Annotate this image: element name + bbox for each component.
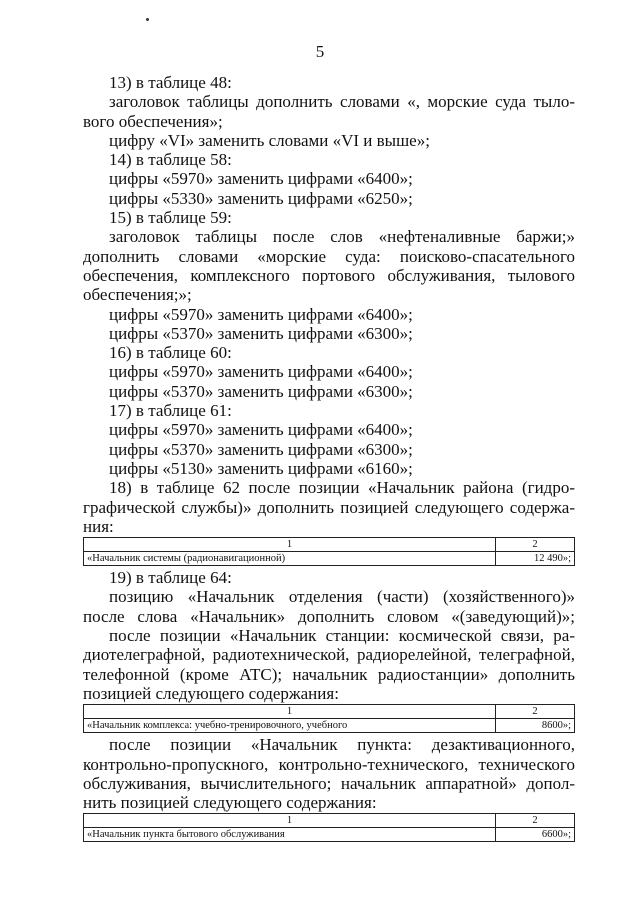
item-19-heading: 19) в таблице 64: (109, 568, 232, 588)
item-14-line-2: цифры «5330» заменить цифрами «6250»; (109, 188, 413, 208)
item-13-text-cont: вого обеспечения»; (83, 111, 223, 131)
table-row (84, 828, 575, 842)
table-header-col-2: 2 (496, 705, 575, 719)
table-header-col-2: 2 (496, 538, 575, 552)
item-15-text-1: заголовок таблицы после слов «нефтеналивные баржи;» (109, 227, 575, 247)
scan-dot (146, 18, 149, 21)
position-value: 8600»; (496, 719, 575, 733)
insert-table-3 (83, 813, 575, 842)
item-17-line-3: цифры «5130» заменить цифрами «6160»; (109, 458, 413, 478)
item-15-text-3: обеспечения, комплексного портового обслуживания, тылового (83, 265, 575, 285)
insert-table-2 (83, 704, 575, 733)
item-19-text-4: диотелеграфной, радиотехнической, радиорелейной, телеграфной, (83, 645, 575, 665)
document-body (83, 73, 575, 844)
position-name: «Начальник системы (радионавигационной) (84, 552, 496, 566)
page-number: 5 (315, 42, 325, 61)
item-18-text-1: 18) в таблице 62 после позиции «Начальник района (гидро- (109, 478, 575, 498)
item-15-line-1: цифры «5970» заменить цифрами «6400»; (109, 304, 413, 324)
item-16-heading: 16) в таблице 60: (109, 343, 232, 363)
item-14-line-1: цифры «5970» заменить цифрами «6400»; (109, 169, 413, 189)
item-18-text-2: графической службы)» дополнить позицией следующего содержа- (83, 497, 575, 517)
item-15-heading: 15) в таблице 59: (109, 208, 232, 228)
item-19-text-6: позицией следующего содержания: (83, 683, 339, 703)
table-header-col-1: 1 (84, 705, 496, 719)
item-19-text-3: после позиции «Начальник станции: космической связи, ра- (109, 626, 575, 646)
table-header-col-1: 1 (84, 814, 496, 828)
item-19-text-10: нить позицией следующего содержания: (83, 793, 377, 813)
item-13-text: заголовок таблицы дополнить словами «, морские суда тыло- (109, 92, 575, 112)
item-14-heading: 14) в таблице 58: (109, 150, 232, 170)
table-row (84, 552, 575, 566)
item-19-text-9: обслуживания, вычислительного; начальник аппаратной» допол- (83, 773, 575, 793)
item-17-heading: 17) в таблице 61: (109, 401, 232, 421)
item-19-text-1: позицию «Начальник отделения (части) (хозяйственного)» (109, 587, 575, 607)
item-19-text-7: после позиции «Начальник пункта: дезактивационного, (109, 735, 575, 755)
item-15-text-2: дополнить словами «морские суда: поисково-спасательного (83, 246, 575, 266)
position-value: 6600»; (496, 828, 575, 842)
item-19-text-2: после слова «Начальник» дополнить словом «(заведующий)»; (83, 606, 575, 626)
item-15-text-4: обеспечения;»; (83, 285, 192, 305)
table-header-col-1: 1 (84, 538, 496, 552)
item-16-line-1: цифры «5970» заменить цифрами «6400»; (109, 362, 413, 382)
table-header-col-2: 2 (496, 814, 575, 828)
item-17-line-2: цифры «5370» заменить цифрами «6300»; (109, 439, 413, 459)
position-name: «Начальник пункта бытового обслуживания (84, 828, 496, 842)
item-19-text-5: телефонной (кроме АТС); начальник радиостанции» дополнить (83, 664, 575, 684)
position-name: «Начальник комплекса: учебно-тренировочного, учебного (84, 719, 496, 733)
position-value: 12 490»; (496, 552, 575, 566)
item-17-line-1: цифры «5970» заменить цифрами «6400»; (109, 420, 413, 440)
item-18-text-3: ния: (83, 516, 114, 536)
item-15-line-2: цифры «5370» заменить цифрами «6300»; (109, 323, 413, 343)
insert-table-1 (83, 537, 575, 566)
item-16-line-2: цифры «5370» заменить цифрами «6300»; (109, 381, 413, 401)
item-19-text-8: контрольно-пропускного, контрольно-технического, технического (83, 754, 575, 774)
item-13-digit: цифру «VI» заменить словами «VI и выше»; (109, 130, 430, 150)
table-row (84, 719, 575, 733)
item-13-heading: 13) в таблице 48: (109, 73, 232, 92)
